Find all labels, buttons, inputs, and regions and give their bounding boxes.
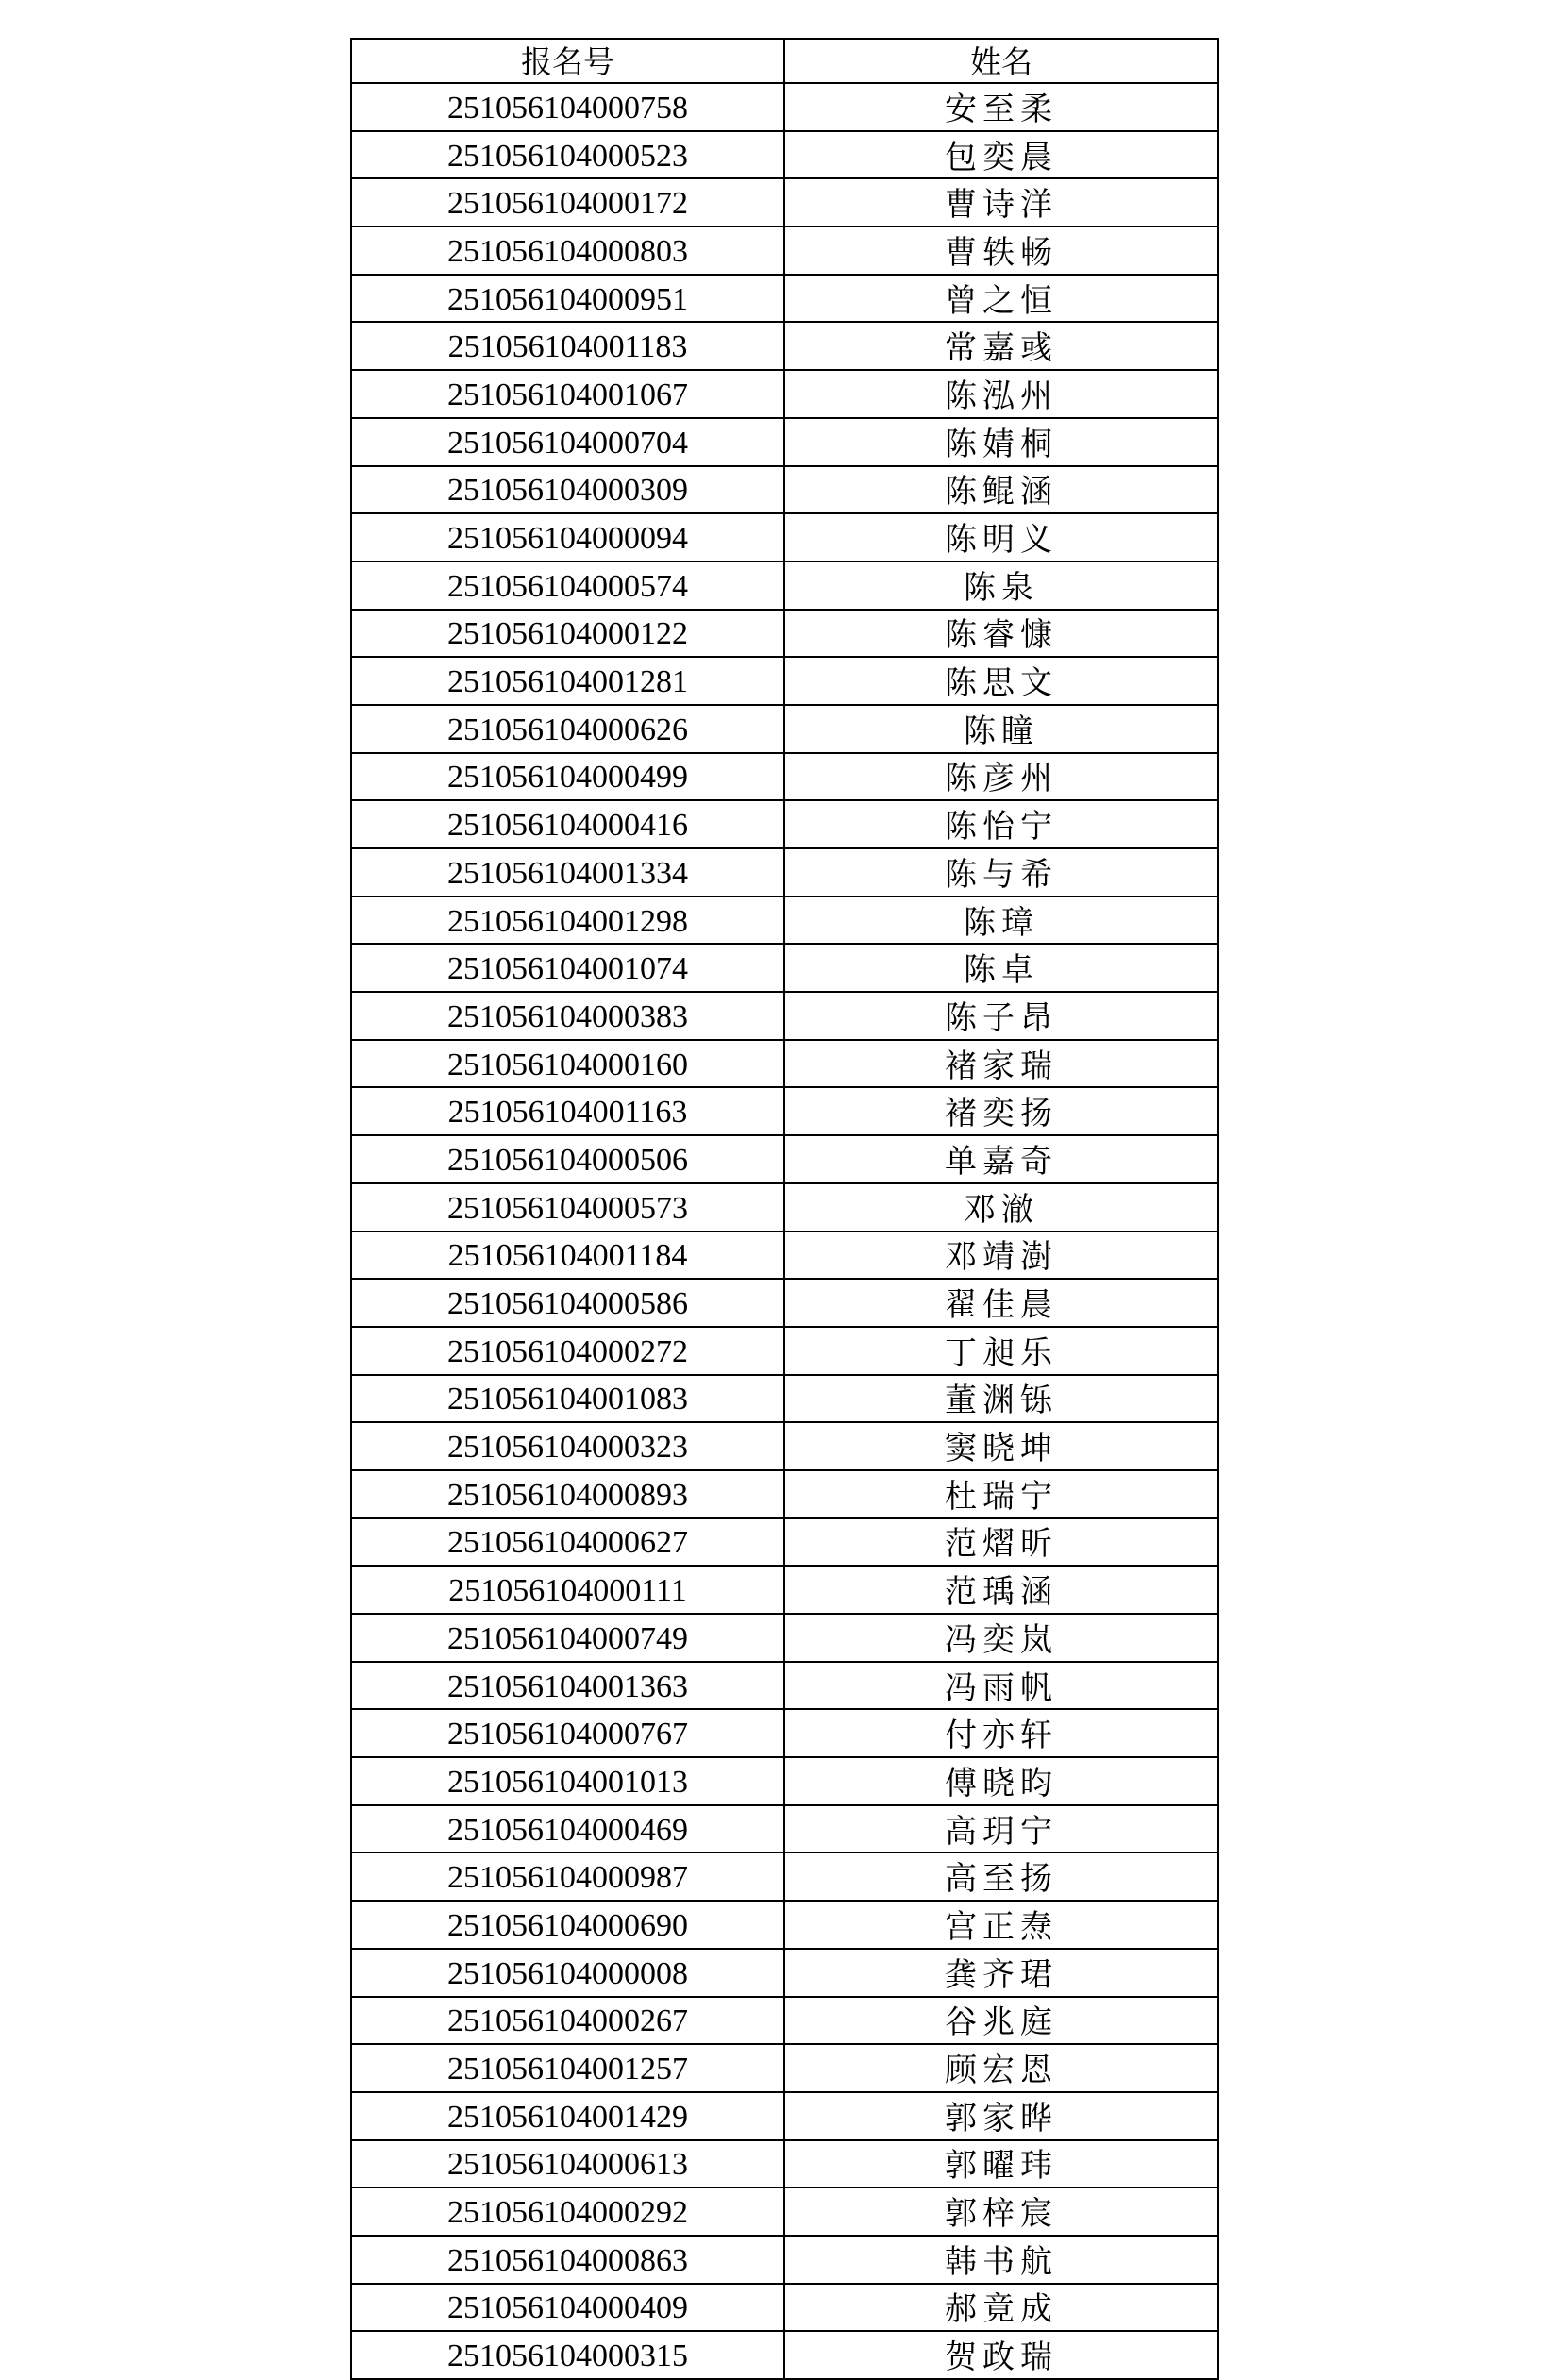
- registration-number-cell: 251056104000506: [351, 1135, 784, 1183]
- registration-number-cell: 251056104000122: [351, 610, 784, 658]
- registration-number-cell: 251056104000613: [351, 2140, 784, 2188]
- registration-number-cell: 251056104001363: [351, 1662, 784, 1710]
- table-row: [351, 1183, 1218, 1232]
- name-cell: 龚齐珺: [784, 1949, 1218, 1997]
- registration-number-cell: 251056104000094: [351, 513, 784, 561]
- name-cell: 陈鲲涵: [784, 466, 1218, 514]
- name-cell: 傅晓昀: [784, 1757, 1218, 1805]
- registration-number-cell: 251056104000111: [351, 1566, 784, 1614]
- name-cell: 单嘉奇: [784, 1135, 1218, 1183]
- table-row: [351, 1709, 1218, 1757]
- table-row: [351, 226, 1218, 275]
- table-row: [351, 1135, 1218, 1183]
- name-cell: 韩书航: [784, 2236, 1218, 2284]
- table-row: [351, 1279, 1218, 1327]
- table-row: [351, 2331, 1218, 2379]
- registration-number-cell: 251056104000416: [351, 800, 784, 848]
- registration-number-cell: 251056104000767: [351, 1709, 784, 1757]
- registration-number-cell: 251056104001298: [351, 897, 784, 945]
- name-cell: 陈明义: [784, 513, 1218, 561]
- table-row: [351, 1375, 1218, 1423]
- registration-number-cell: 251056104000704: [351, 418, 784, 466]
- name-cell: 安至柔: [784, 83, 1218, 131]
- registration-number-cell: 251056104001067: [351, 370, 784, 418]
- table-row: [351, 657, 1218, 705]
- table-row: [351, 2284, 1218, 2332]
- name-cell: 顾宏恩: [784, 2044, 1218, 2092]
- name-cell: 陈子昂: [784, 992, 1218, 1040]
- name-cell: 陈璋: [784, 897, 1218, 945]
- registration-number-cell: 251056104001183: [351, 322, 784, 370]
- registration-number-cell: 251056104000586: [351, 1279, 784, 1327]
- name-cell: 陈泓州: [784, 370, 1218, 418]
- table-row: [351, 2187, 1218, 2236]
- registration-number-cell: 251056104001429: [351, 2092, 784, 2140]
- registration-number-cell: 251056104000160: [351, 1040, 784, 1088]
- name-cell: 陈泉: [784, 561, 1218, 610]
- table-row: [351, 2044, 1218, 2092]
- name-cell: 杜瑞宁: [784, 1470, 1218, 1518]
- registration-number-cell: 251056104001083: [351, 1375, 784, 1423]
- table-row: [351, 178, 1218, 226]
- registration-number-cell: 251056104000267: [351, 1997, 784, 2045]
- registration-number-cell: 251056104001184: [351, 1232, 784, 1280]
- registration-number-cell: 251056104001013: [351, 1757, 784, 1805]
- registration-number-cell: 251056104000987: [351, 1852, 784, 1901]
- header-name: 姓名: [784, 39, 1218, 83]
- table-row: [351, 1901, 1218, 1949]
- name-cell: 翟佳晨: [784, 1279, 1218, 1327]
- table-row: [351, 1614, 1218, 1662]
- registration-number-cell: 251056104001334: [351, 848, 784, 897]
- name-cell: 陈思文: [784, 657, 1218, 705]
- name-cell: 常嘉彧: [784, 322, 1218, 370]
- registration-number-cell: 251056104001257: [351, 2044, 784, 2092]
- name-cell: 宫正焘: [784, 1901, 1218, 1949]
- name-cell: 冯奕岚: [784, 1614, 1218, 1662]
- name-cell: 邓澈: [784, 1183, 1218, 1232]
- table-row: [351, 992, 1218, 1040]
- table-header-row: [351, 39, 1218, 83]
- registration-number-cell: 251056104000863: [351, 2236, 784, 2284]
- registration-number-cell: 251056104000690: [351, 1901, 784, 1949]
- registration-number-cell: 251056104001281: [351, 657, 784, 705]
- table-row: [351, 2092, 1218, 2140]
- registration-number-cell: 251056104000574: [351, 561, 784, 610]
- registration-number-cell: 251056104000951: [351, 275, 784, 323]
- name-cell: 褚奕扬: [784, 1087, 1218, 1135]
- name-cell: 曹轶畅: [784, 226, 1218, 275]
- registration-table: [350, 38, 1219, 2380]
- table-row: [351, 1997, 1218, 2045]
- registration-number-cell: 251056104001163: [351, 1087, 784, 1135]
- name-cell: 董渊铄: [784, 1375, 1218, 1423]
- table-row: [351, 1470, 1218, 1518]
- table-row: [351, 848, 1218, 897]
- registration-number-cell: 251056104000803: [351, 226, 784, 275]
- registration-number-cell: 251056104000626: [351, 705, 784, 753]
- registration-number-cell: 251056104000323: [351, 1422, 784, 1470]
- name-cell: 包奕晨: [784, 131, 1218, 179]
- name-cell: 陈与希: [784, 848, 1218, 897]
- name-cell: 邓靖澍: [784, 1232, 1218, 1280]
- registration-number-cell: 251056104001074: [351, 944, 784, 992]
- registration-number-cell: 251056104000499: [351, 753, 784, 801]
- name-cell: 高玥宁: [784, 1805, 1218, 1853]
- name-cell: 付亦轩: [784, 1709, 1218, 1757]
- name-cell: 郭家晔: [784, 2092, 1218, 2140]
- registration-number-cell: 251056104000758: [351, 83, 784, 131]
- table-row: [351, 610, 1218, 658]
- table-row: [351, 466, 1218, 514]
- name-cell: 陈卓: [784, 944, 1218, 992]
- table-row: [351, 83, 1218, 131]
- table-row: [351, 2236, 1218, 2284]
- name-cell: 高至扬: [784, 1852, 1218, 1901]
- registration-number-cell: 251056104000749: [351, 1614, 784, 1662]
- table-row: [351, 322, 1218, 370]
- registration-number-cell: 251056104000573: [351, 1183, 784, 1232]
- name-cell: 褚家瑞: [784, 1040, 1218, 1088]
- registration-number-cell: 251056104000008: [351, 1949, 784, 1997]
- name-cell: 郭曜玮: [784, 2140, 1218, 2188]
- name-cell: 曾之恒: [784, 275, 1218, 323]
- name-cell: 范瑀涵: [784, 1566, 1218, 1614]
- registration-number-cell: 251056104000893: [351, 1470, 784, 1518]
- table-row: [351, 2140, 1218, 2188]
- registration-number-cell: 251056104000409: [351, 2284, 784, 2332]
- header-registration-number: 报名号: [351, 39, 784, 83]
- name-cell: 窦晓坤: [784, 1422, 1218, 1470]
- table-row: [351, 1805, 1218, 1853]
- table-row: [351, 1518, 1218, 1567]
- table-row: [351, 1087, 1218, 1135]
- name-cell: 范熠昕: [784, 1518, 1218, 1567]
- table-row: [351, 897, 1218, 945]
- table-row: [351, 800, 1218, 848]
- table-row: [351, 944, 1218, 992]
- table-row: [351, 1852, 1218, 1901]
- table-row: [351, 1422, 1218, 1470]
- registration-number-cell: 251056104000383: [351, 992, 784, 1040]
- table-row: [351, 370, 1218, 418]
- registration-number-cell: 251056104000315: [351, 2331, 784, 2379]
- table-row: [351, 131, 1218, 179]
- name-cell: 郝竟成: [784, 2284, 1218, 2332]
- registration-number-cell: 251056104000172: [351, 178, 784, 226]
- table-row: [351, 1040, 1218, 1088]
- name-cell: 冯雨帆: [784, 1662, 1218, 1710]
- table-row: [351, 513, 1218, 561]
- table-row: [351, 275, 1218, 323]
- registration-number-cell: 251056104000627: [351, 1518, 784, 1567]
- table-body: [351, 83, 1218, 2379]
- registration-number-cell: 251056104000469: [351, 1805, 784, 1853]
- table-row: [351, 753, 1218, 801]
- name-cell: 郭梓宸: [784, 2187, 1218, 2236]
- table-row: [351, 705, 1218, 753]
- name-cell: 贺政瑞: [784, 2331, 1218, 2379]
- name-cell: 陈婧桐: [784, 418, 1218, 466]
- registration-number-cell: 251056104000272: [351, 1327, 784, 1375]
- name-cell: 陈睿慷: [784, 610, 1218, 658]
- registration-number-cell: 251056104000292: [351, 2187, 784, 2236]
- name-cell: 陈怡宁: [784, 800, 1218, 848]
- table-row: [351, 561, 1218, 610]
- table-row: [351, 418, 1218, 466]
- name-cell: 陈瞳: [784, 705, 1218, 753]
- table-row: [351, 1232, 1218, 1280]
- table-row: [351, 1949, 1218, 1997]
- name-cell: 谷兆庭: [784, 1997, 1218, 2045]
- registration-number-cell: 251056104000309: [351, 466, 784, 514]
- table-row: [351, 1327, 1218, 1375]
- name-cell: 曹诗洋: [784, 178, 1218, 226]
- table-row: [351, 1757, 1218, 1805]
- table-row: [351, 1662, 1218, 1710]
- name-cell: 陈彦州: [784, 753, 1218, 801]
- registration-number-cell: 251056104000523: [351, 131, 784, 179]
- table-row: [351, 1566, 1218, 1614]
- name-cell: 丁昶乐: [784, 1327, 1218, 1375]
